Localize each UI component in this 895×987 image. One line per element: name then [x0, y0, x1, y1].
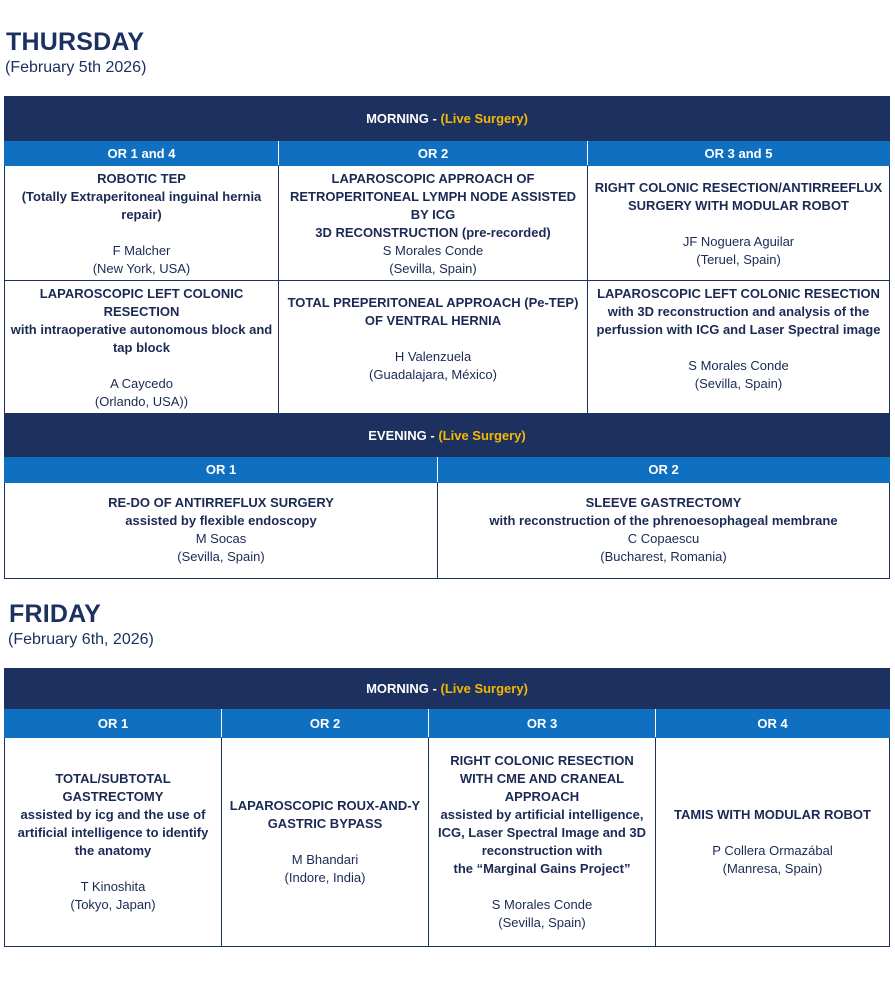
surgeon-name: M Bhandari [291, 852, 359, 867]
thursday-evening-table [4, 413, 890, 579]
surgeon-name: S Morales Conde [382, 243, 484, 258]
session-subtitle: with 3D reconstruction and analysis of the perfussion with ICG and Laser Spectral image [596, 304, 881, 337]
live-surgery-label: (Live Surgery) [440, 111, 528, 126]
surgeon-location: (Orlando, USA)) [94, 394, 189, 409]
session-title: LAPAROSCOPIC ROUX-AND-Y GASTRIC BYPASS [229, 798, 421, 831]
surgeon-name: P Collera Ormazábal [712, 843, 833, 858]
surgeon-name: S Morales Conde [688, 358, 789, 373]
surgeon-location: (Sevilla, Spain) [389, 261, 477, 276]
session-cell [5, 738, 222, 947]
session-cell [5, 483, 438, 579]
surgeon-name: M Socas [195, 531, 247, 546]
or-header: OR 2 [438, 457, 890, 483]
session-subtitle: with reconstruction of the phrenoesophageal membrane [489, 513, 838, 528]
live-surgery-label: (Live Surgery) [438, 427, 526, 443]
session-subtitle: 3D RECONSTRUCTION (pre-recorded) [315, 225, 551, 240]
session-cell [429, 738, 656, 947]
or-header: OR 3 [429, 709, 656, 738]
surgeon-location: (Sevilla, Spain) [694, 376, 783, 391]
surgeon-location: (Bucharest, Romania) [600, 549, 727, 564]
session-title: ROBOTIC TEP [97, 171, 186, 186]
session-subtitle: with intraoperative autonomous block and tap block [10, 322, 273, 355]
session-cell [5, 281, 279, 414]
thursday-evening-header-cell [5, 414, 890, 457]
surgeon-name: T Kinoshita [80, 879, 146, 894]
friday-morning-header [5, 669, 890, 709]
surgeon-location: (New York, USA) [92, 261, 191, 276]
surgeon-name: F Malcher [112, 243, 171, 258]
session-title: TOTAL/SUBTOTAL GASTRECTOMY [55, 771, 171, 804]
session-subtitle: (Totally Extraperitoneal inguinal hernia repair) [21, 189, 262, 222]
session-cell [588, 281, 890, 414]
evening-label: EVENING - [368, 427, 439, 443]
surgeon-name: C Copaescu [627, 531, 700, 546]
session-title: LAPAROSCOPIC LEFT COLONIC RESECTION [597, 286, 880, 301]
session-cell [279, 166, 588, 281]
friday-morning-header-cell [5, 669, 890, 709]
surgeon-location: (Tokyo, Japan) [70, 897, 156, 912]
session-title: TAMIS WITH MODULAR ROBOT [674, 807, 871, 822]
or-header: OR 1 [5, 709, 222, 738]
session-title: RIGHT COLONIC RESECTION WITH CME AND CRANEAL APPROACH [450, 753, 634, 804]
session-cell [279, 281, 588, 414]
session-cell [656, 738, 890, 947]
thursday-evening-or-row [5, 457, 890, 483]
surgeon-location: (Guadalajara, México) [369, 367, 497, 382]
session-subtitle: the “Marginal Gains Project” [453, 861, 631, 876]
surgeon-location: (Sevilla, Spain) [498, 915, 586, 930]
thursday-date: (February 5th 2026) [5, 59, 147, 76]
morning-label: MORNING - [366, 681, 441, 696]
session-title: TOTAL PREPERITONEAL APPROACH (Pe-TEP) OF VENTRAL HERNIA [287, 295, 579, 328]
session-cell [438, 483, 890, 579]
or-header: OR 2 [222, 709, 429, 738]
surgeon-name: H Valenzuela [394, 349, 472, 364]
surgeon-name: S Morales Conde [491, 897, 593, 912]
morning-label: MORNING - [366, 111, 441, 126]
or-header: OR 1 and 4 [5, 141, 279, 166]
or-header: OR 3 and 5 [588, 141, 890, 166]
friday-date: (February 6th, 2026) [8, 631, 154, 648]
surgeon-name: A Caycedo [110, 376, 173, 391]
thursday-morning-row-1 [5, 166, 890, 281]
session-title: RIGHT COLONIC RESECTION/ANTIRREEFLUX SURGERY WITH MODULAR ROBOT [594, 180, 883, 213]
or-header: OR 4 [656, 709, 890, 738]
surgeon-name: JF Noguera Aguilar [682, 234, 795, 249]
live-surgery-label: (Live Surgery) [440, 681, 528, 696]
session-cell [588, 166, 890, 281]
thursday-morning-header-cell [5, 97, 890, 141]
thursday-evening-header [5, 414, 890, 457]
thursday-or-row [5, 141, 890, 166]
thursday-evening-row [5, 483, 890, 579]
friday-or-row [5, 709, 890, 738]
or-header: OR 1 [5, 457, 438, 483]
session-cell [222, 738, 429, 947]
surgeon-location: (Indore, India) [284, 870, 366, 885]
session-subtitle: assisted by artificial intelligence, ICG, Laser Spectral Image and 3D reconstruction with [437, 807, 647, 858]
session-title: RE-DO OF ANTIRREFLUX SURGERY [108, 495, 334, 510]
thursday-morning-header [5, 97, 890, 141]
session-title: SLEEVE GASTRECTOMY [585, 495, 742, 510]
session-title: LAPAROSCOPIC LEFT COLONIC RESECTION [39, 286, 244, 319]
session-cell [5, 166, 279, 281]
thursday-schedule-table [4, 96, 890, 414]
thursday-title: THURSDAY [6, 28, 145, 56]
friday-schedule-table [4, 668, 890, 947]
session-subtitle: assisted by icg and the use of artificial intelligence to identify the anatomy [17, 807, 209, 858]
surgeon-location: (Sevilla, Spain) [177, 549, 265, 564]
surgeon-location: (Teruel, Spain) [696, 252, 781, 267]
friday-title: FRIDAY [9, 600, 101, 628]
friday-morning-row [5, 738, 890, 947]
session-subtitle: assisted by flexible endoscopy [125, 513, 317, 528]
session-title: LAPAROSCOPIC APPROACH OF RETROPERITONEAL LYMPH NODE ASSISTED BY ICG [289, 171, 577, 222]
surgeon-location: (Manresa, Spain) [722, 861, 823, 876]
or-header: OR 2 [279, 141, 588, 166]
thursday-morning-row-2 [5, 281, 890, 414]
